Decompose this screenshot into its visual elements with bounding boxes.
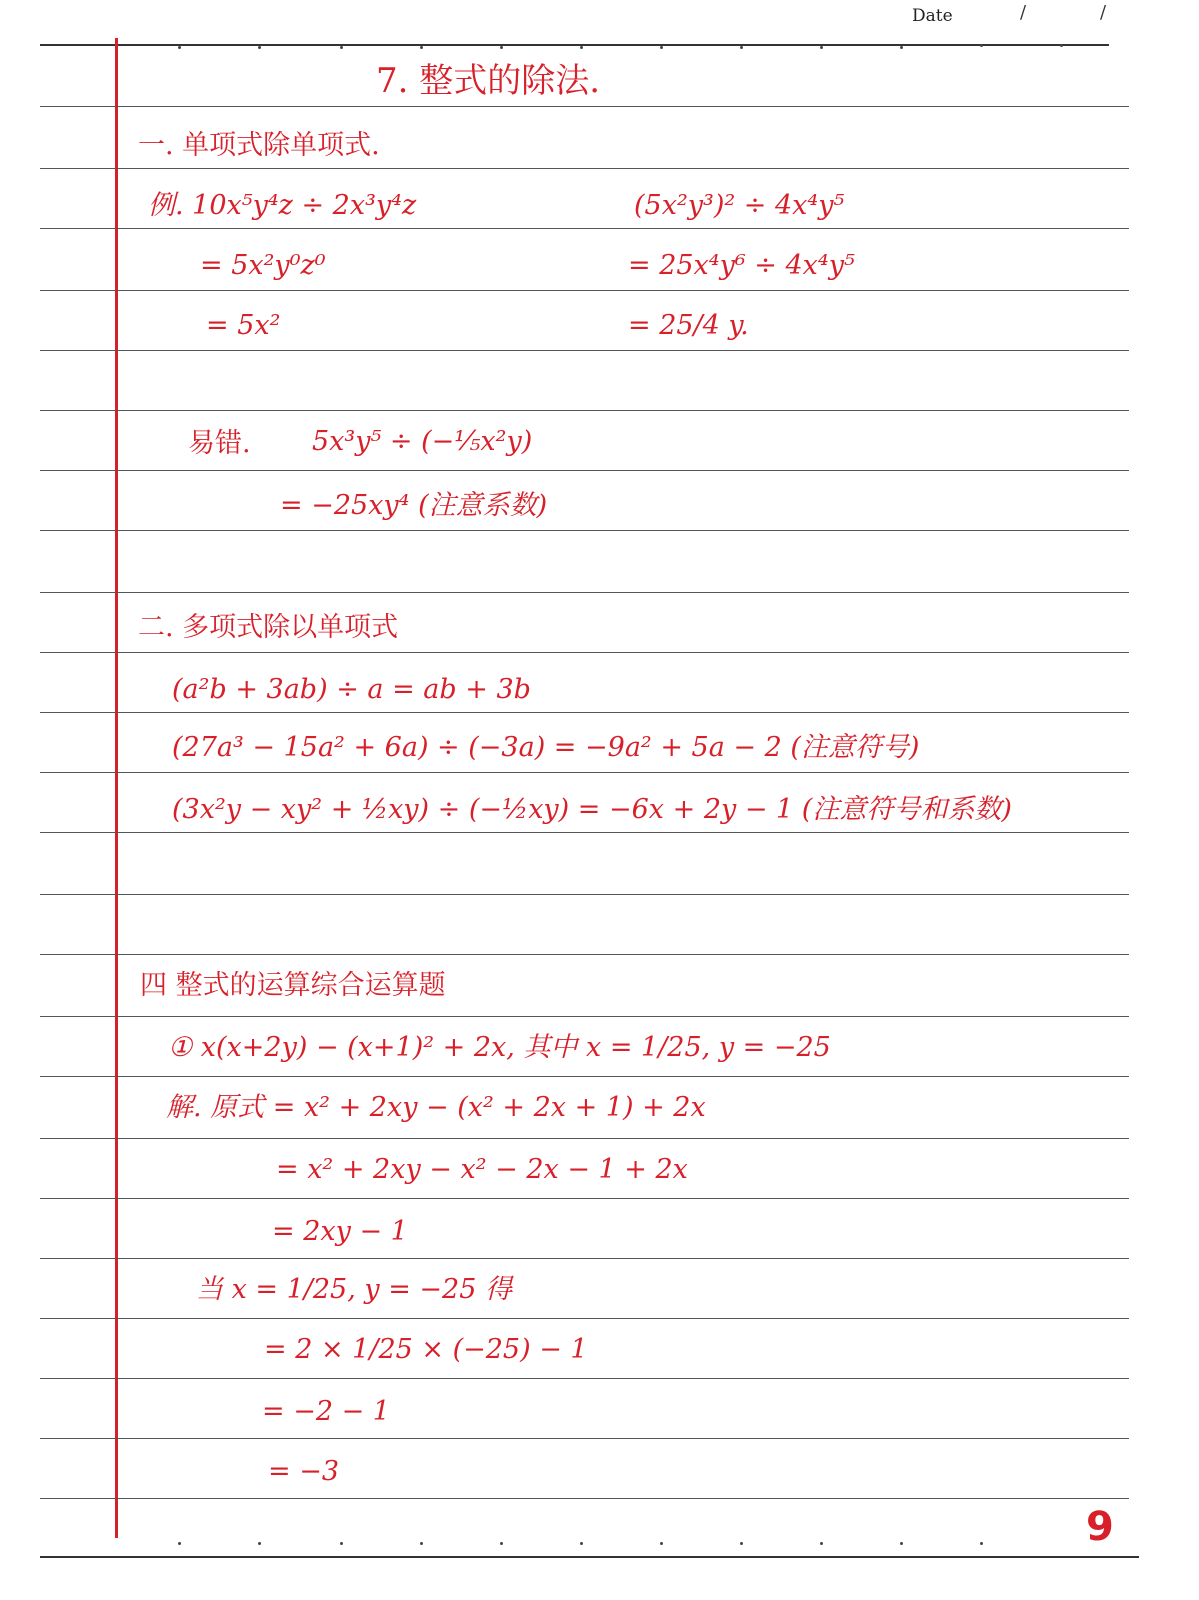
decorative-dot	[740, 46, 743, 49]
section-2-line-1: (a²b + 3ab) ÷ a = ab + 3b	[172, 674, 531, 705]
decorative-dot	[500, 46, 503, 49]
ruled-line	[40, 1318, 1129, 1319]
decorative-dot	[178, 46, 181, 49]
example-right-line-3: = 25/4 y.	[628, 310, 749, 341]
decorative-dot	[258, 46, 261, 49]
solution-line-6: = −2 − 1	[262, 1396, 390, 1427]
solution-line-5: = 2 × 1/25 × (−25) − 1	[264, 1334, 588, 1365]
ruled-line	[40, 470, 1129, 471]
top-rule	[40, 44, 1109, 46]
mistake-label: 易错.	[188, 428, 251, 459]
decorative-dot	[500, 1542, 503, 1545]
section-heading-1: 一. 单项式除单项式.	[138, 130, 380, 161]
decorative-dot	[740, 1542, 743, 1545]
decorative-dot	[980, 1542, 983, 1545]
decorative-dot	[340, 46, 343, 49]
section-2-line-3: (3x²y − xy² + ½xy) ÷ (−½xy) = −6x + 2y − 1 (注意符号和系数)	[172, 794, 1012, 825]
page-title: 7. 整式的除法.	[376, 61, 601, 101]
ruled-line	[40, 228, 1129, 229]
ruled-line	[40, 1258, 1129, 1259]
solution-line-3: = 2xy − 1	[272, 1216, 408, 1247]
example-left-line-1: 例. 10x⁵y⁴z ÷ 2x³y⁴z	[148, 190, 417, 221]
ruled-line	[40, 1138, 1129, 1139]
ruled-line	[40, 894, 1129, 895]
date-slash: /	[1100, 2, 1107, 23]
date-label: Date	[912, 6, 953, 26]
decorative-dot	[660, 1542, 663, 1545]
ruled-line	[40, 772, 1129, 773]
ruled-line	[40, 1438, 1129, 1439]
ruled-line	[40, 1016, 1129, 1017]
problem-statement: ① x(x+2y) − (x+1)² + 2x, 其中 x = 1/25, y = −25	[168, 1032, 831, 1063]
decorative-dot	[340, 1542, 343, 1545]
decorative-dot	[178, 1542, 181, 1545]
example-left-line-3: = 5x²	[206, 310, 281, 341]
decorative-dot	[1060, 44, 1063, 47]
ruled-line	[40, 652, 1129, 653]
example-left-line-2: = 5x²y⁰z⁰	[200, 250, 326, 281]
mistake-line-1: 5x³y⁵ ÷ (−⅕x²y)	[312, 426, 533, 457]
ruled-line	[40, 106, 1129, 107]
date-slash: /	[1020, 2, 1027, 23]
ruled-line	[40, 1076, 1129, 1077]
ruled-line	[40, 832, 1129, 833]
ruled-line	[40, 954, 1129, 955]
ruled-line	[40, 592, 1129, 593]
section-2-line-2: (27a³ − 15a² + 6a) ÷ (−3a) = −9a² + 5a − 2 (注意符号)	[172, 732, 920, 763]
decorative-dot	[820, 1542, 823, 1545]
decorative-dot	[580, 46, 583, 49]
example-right-line-2: = 25x⁴y⁶ ÷ 4x⁴y⁵	[628, 250, 855, 281]
example-right-line-1: (5x²y³)² ÷ 4x⁴y⁵	[634, 190, 845, 221]
decorative-dot	[900, 46, 903, 49]
solution-line-1: 解. 原式 = x² + 2xy − (x² + 2x + 1) + 2x	[166, 1092, 706, 1123]
decorative-dot	[660, 46, 663, 49]
ruled-line	[40, 1198, 1129, 1199]
ruled-line	[40, 290, 1129, 291]
ruled-line	[40, 168, 1129, 169]
bottom-rule	[40, 1556, 1139, 1558]
solution-line-4: 当 x = 1/25, y = −25 得	[196, 1274, 512, 1305]
ruled-line	[40, 1378, 1129, 1379]
decorative-dot	[420, 46, 423, 49]
mistake-line-2: = −25xy⁴ (注意系数)	[280, 490, 548, 521]
solution-line-7: = −3	[268, 1456, 340, 1487]
ruled-line	[40, 1498, 1129, 1499]
decorative-dot	[820, 46, 823, 49]
section-heading-4: 四 整式的运算综合运算题	[140, 970, 446, 1001]
decorative-dot	[420, 1542, 423, 1545]
solution-line-2: = x² + 2xy − x² − 2x − 1 + 2x	[276, 1154, 688, 1185]
margin-line	[115, 38, 118, 1538]
ruled-line	[40, 712, 1129, 713]
ruled-line	[40, 410, 1129, 411]
section-heading-2: 二. 多项式除以单项式	[138, 612, 399, 643]
decorative-dot	[980, 44, 983, 47]
page-number: 9	[1086, 1504, 1114, 1550]
decorative-dot	[580, 1542, 583, 1545]
decorative-dot	[258, 1542, 261, 1545]
decorative-dot	[900, 1542, 903, 1545]
ruled-line	[40, 350, 1129, 351]
ruled-line	[40, 530, 1129, 531]
